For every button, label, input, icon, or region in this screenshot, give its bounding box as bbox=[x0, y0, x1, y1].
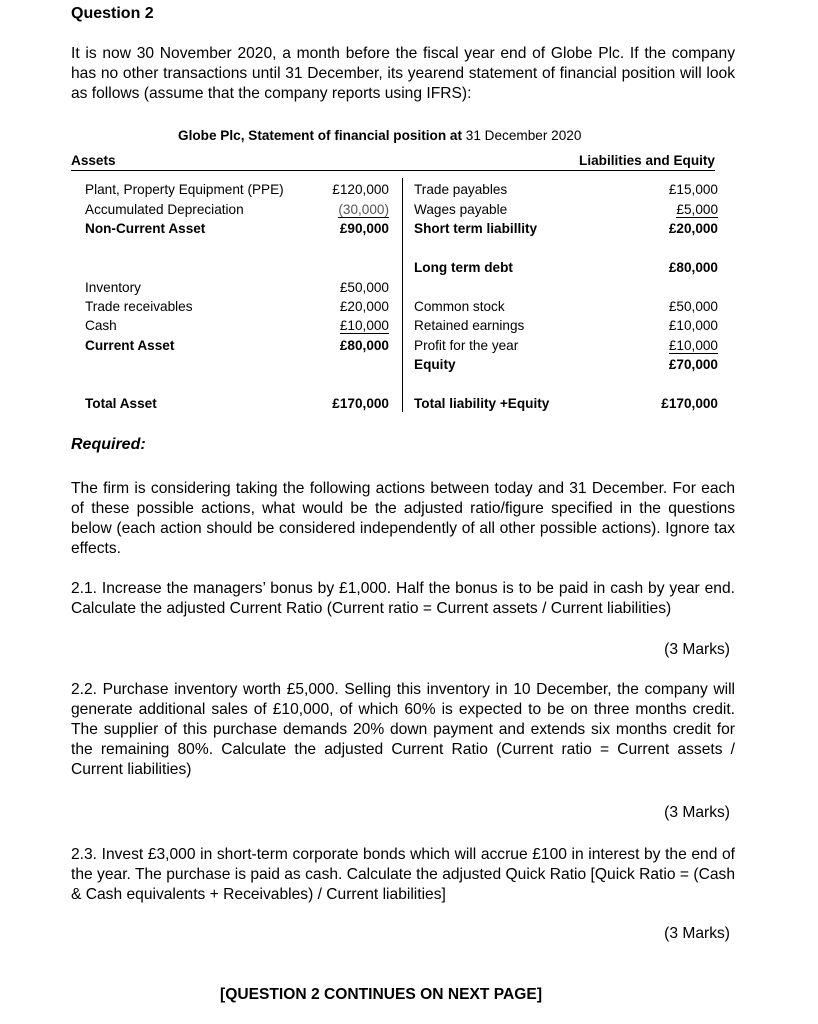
assets-header: Assets bbox=[71, 153, 116, 168]
row-value-acc-dep: (30,000) bbox=[338, 202, 389, 217]
marks-2-3: (3 Marks) bbox=[664, 925, 730, 942]
row-label-acc-dep: Accumulated Depreciation bbox=[85, 202, 244, 217]
marks-2-1: (3 Marks) bbox=[664, 641, 730, 658]
row-label-trade-payables: Trade payables bbox=[414, 182, 508, 197]
marks-2-2: (3 Marks) bbox=[664, 804, 730, 821]
row-value-current-asset: £80,000 bbox=[339, 338, 389, 353]
row-label-equity: Equity bbox=[414, 357, 456, 372]
row-label-inventory: Inventory bbox=[85, 280, 141, 295]
row-label-current-asset: Current Asset bbox=[85, 338, 175, 353]
row-value-profit-for-year: £10,000 bbox=[668, 338, 718, 353]
row-label-long-term-debt: Long term debt bbox=[414, 260, 513, 275]
row-label-retained-earnings: Retained earnings bbox=[414, 318, 525, 333]
table-title bbox=[178, 128, 581, 143]
row-label-profit-for-year: Profit for the year bbox=[414, 338, 519, 353]
row-value-wages-payable: £5,000 bbox=[676, 202, 718, 217]
row-label-wages-payable: Wages payable bbox=[414, 202, 508, 217]
row-value-trade-payables: £15,000 bbox=[668, 182, 718, 197]
row-label-ppe: Plant, Property Equipment (PPE) bbox=[85, 182, 284, 197]
intro-paragraph: It is now 30 November 2020, a month before the fiscal year end of Globe Plc. If the company has no other transactions until 31 December, its yearend statement of financial position will look as follows (assume that the company reports using IFRS): bbox=[71, 45, 735, 102]
row-value-cash: £10,000 bbox=[339, 318, 389, 333]
row-value-retained-earnings: £10,000 bbox=[668, 318, 718, 333]
table-title-date: 31 December 2020 bbox=[462, 128, 582, 143]
row-value-equity: £70,000 bbox=[668, 357, 718, 372]
row-value-total-asset: £170,000 bbox=[332, 396, 389, 411]
question-2-2: 2.2. Purchase inventory worth £5,000. Selling this inventory in 10 December, the company will generate additional sales of £10,000, of which 60% is expected to be on three months credit. The supplier of this purchase demands 20% down payment and extends six months credit for the remaining 80%. Calculate the adjusted Current Ratio (Current ratio = Current assets / Current liabilities) bbox=[71, 681, 735, 778]
row-value-inventory: £50,000 bbox=[339, 280, 389, 295]
row-label-total-liability-equity: Total liability +Equity bbox=[414, 396, 550, 411]
continues-footer: [QUESTION 2 CONTINUES ON NEXT PAGE] bbox=[220, 986, 543, 1003]
row-value-common-stock: £50,000 bbox=[668, 299, 718, 314]
row-value-long-term-debt: £80,000 bbox=[668, 260, 718, 275]
table-title-main: Globe Plc, Statement of financial position at bbox=[178, 128, 462, 143]
row-label-total-asset: Total Asset bbox=[85, 396, 157, 411]
row-value-short-term-liability: £20,000 bbox=[668, 221, 718, 236]
question-2-1: 2.1. Increase the managers’ bonus by £1,000. Half the bonus is to be paid in cash by year end. Calculate the adjusted Current Ratio (Current ratio = Current assets / Current liabilities) bbox=[71, 580, 735, 617]
row-label-non-current-asset: Non-Current Asset bbox=[85, 221, 206, 236]
liabilities-equity-header: Liabilities and Equity bbox=[579, 153, 715, 168]
instructions-paragraph: The firm is considering taking the following actions between today and 31 December. For each of these possible actions, what would be the adjusted ratio/figure specified in the questions below (each action should be considered independently of all other possible actions). Ignore tax effects. bbox=[71, 480, 735, 557]
row-value-non-current-asset: £90,000 bbox=[339, 221, 389, 236]
header-rule bbox=[71, 170, 715, 171]
row-label-cash: Cash bbox=[85, 318, 117, 333]
column-divider bbox=[402, 178, 403, 412]
question-2-3: 2.3. Invest £3,000 in short-term corporate bonds which will accrue £100 in interest by the end of the year. The purchase is paid as cash. Calculate the adjusted Quick Ratio [Quick Ratio = (Cash & Cash equivalents + Receivables) / Current liabilities] bbox=[71, 846, 735, 903]
required-heading: Required: bbox=[71, 436, 146, 453]
row-label-short-term-liability: Short term liabillity bbox=[414, 221, 538, 236]
row-value-trade-receivables: £20,000 bbox=[339, 299, 389, 314]
row-value-ppe: £120,000 bbox=[332, 182, 389, 197]
row-label-common-stock: Common stock bbox=[414, 299, 505, 314]
row-label-trade-receivables: Trade receivables bbox=[85, 299, 193, 314]
question-title: Question 2 bbox=[71, 5, 154, 22]
row-value-total-liability-equity: £170,000 bbox=[661, 396, 718, 411]
